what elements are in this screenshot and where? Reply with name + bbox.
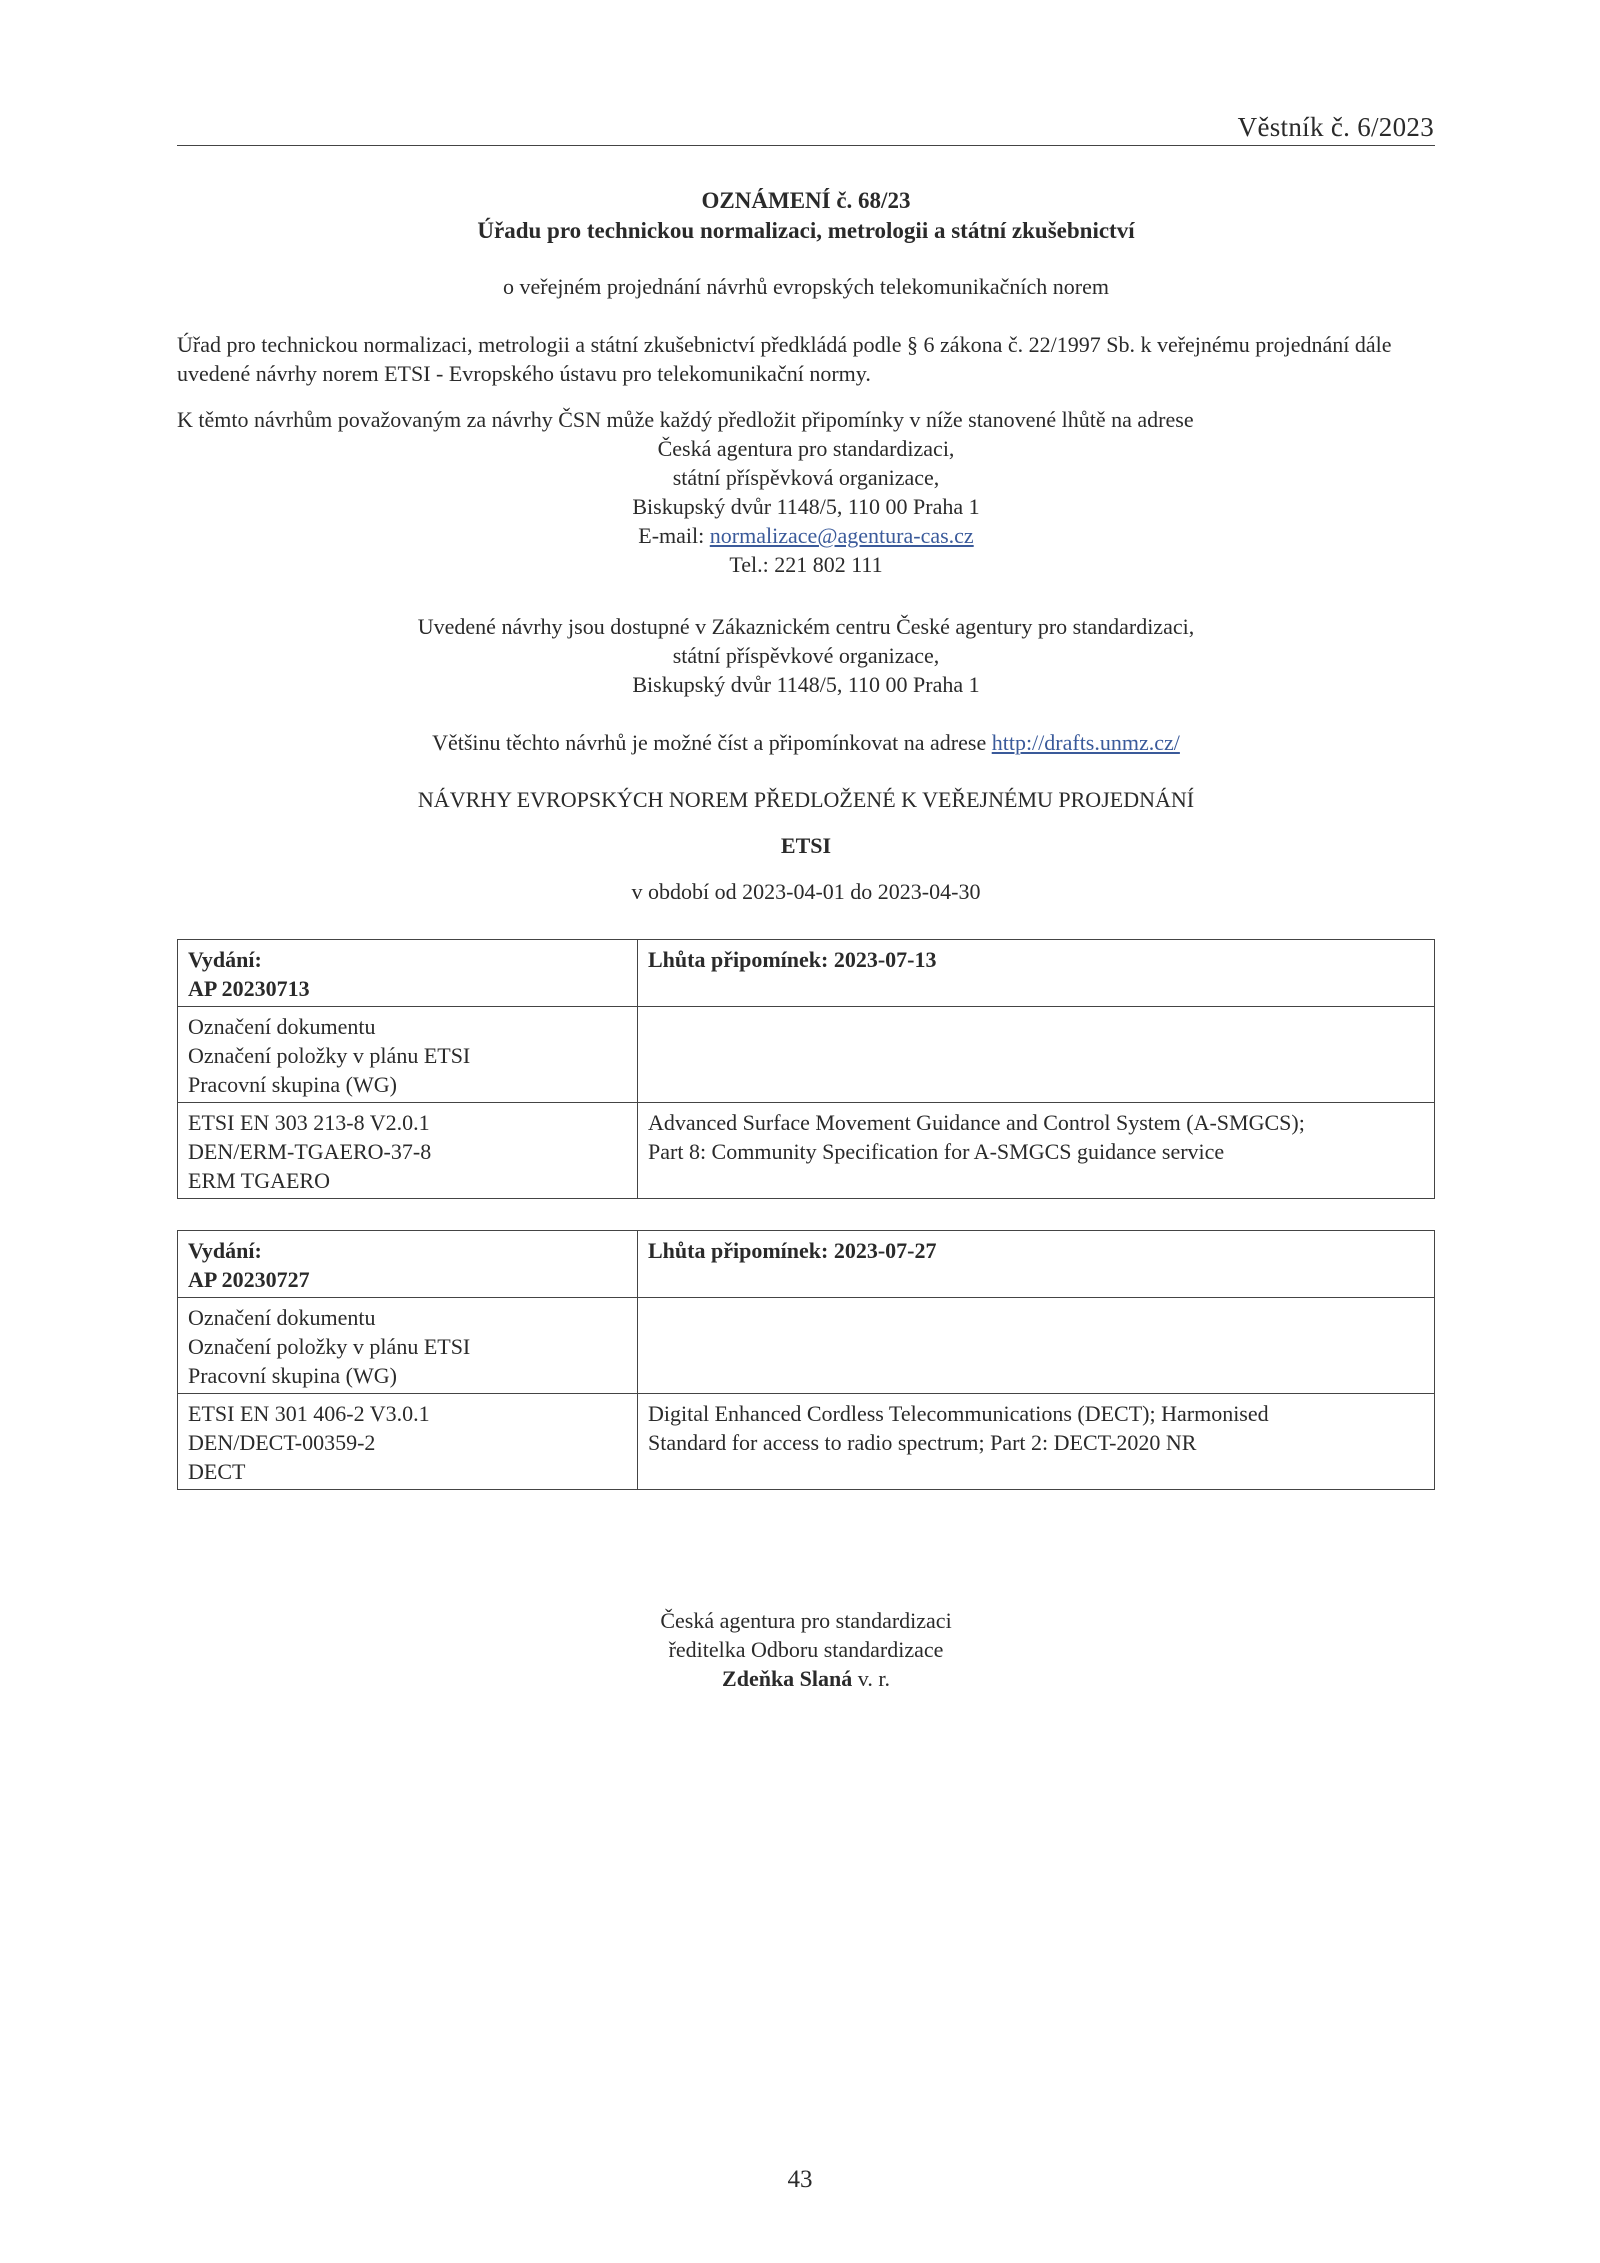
intro-paragraph: Úřad pro technickou normalizaci, metrologii a státní zkušebnictví předkládá podle § 6 zákona č. 22/1997 Sb. k veřejnému projednání dále uvedené návrhy norem ETSI - Evropského ústavu pro telekomunikační normy.	[177, 332, 1392, 386]
issue-label: Vydání:	[188, 1238, 262, 1263]
doc-plan-item: DEN/DECT-00359-2	[188, 1430, 376, 1455]
doc-title-line-2: Standard for access to radio spectrum; Part 2: DECT-2020 NR	[648, 1430, 1197, 1455]
comments-address-block	[177, 434, 1435, 579]
availability-line-2: státní příspěvkové organizace,	[672, 643, 940, 668]
section-org: ETSI	[780, 833, 832, 858]
legend-empty-cell	[638, 1007, 1435, 1103]
email-line	[177, 521, 1435, 550]
legend-doc-designation: Označení dokumentu	[188, 1014, 376, 1039]
document-cell	[178, 1394, 638, 1490]
online-line	[177, 728, 1435, 757]
table-row	[178, 940, 1435, 1007]
issue-label: Vydání:	[188, 947, 262, 972]
signature-name: Zdeňka Slaná	[722, 1666, 853, 1691]
phone-line: Tel.: 221 802 111	[729, 552, 883, 577]
bulletin-header: Věstník č. 6/2023	[1237, 112, 1434, 142]
availability-line-1: Uvedené návrhy jsou dostupné v Zákaznickém centru České agentury pro standardizaci,	[417, 614, 1195, 639]
availability-block	[177, 612, 1435, 699]
issue-code: AP 20230727	[188, 1267, 310, 1292]
doc-designation: ETSI EN 303 213-8 V2.0.1	[188, 1110, 430, 1135]
document-title-cell	[638, 1103, 1435, 1199]
org-line-1: Česká agentura pro standardizaci,	[657, 436, 955, 461]
signature-org: Česká agentura pro standardizaci	[660, 1608, 952, 1633]
section-period: v období od 2023-04-01 do 2023-04-30	[631, 879, 981, 904]
email-label: E-mail:	[638, 523, 710, 548]
deadline-cell: Lhůta připomínek: 2023-07-13	[638, 940, 1435, 1007]
org-address: Biskupský dvůr 1148/5, 110 00 Praha 1	[632, 494, 980, 519]
document-cell	[178, 1103, 638, 1199]
table-row	[178, 1007, 1435, 1103]
legend-working-group: Pracovní skupina (WG)	[188, 1072, 397, 1097]
issue-code: AP 20230713	[188, 976, 310, 1001]
doc-working-group: DECT	[188, 1459, 246, 1484]
table-row	[178, 1231, 1435, 1298]
comments-intro: K těmto návrhům považovaným za návrhy ČSN může každý předložit připomínky v níže stanovené lhůtě na adrese	[177, 407, 1194, 432]
availability-line-3: Biskupský dvůr 1148/5, 110 00 Praha 1	[632, 672, 980, 697]
page-number: 43	[787, 2166, 813, 2193]
table-row	[178, 1394, 1435, 1490]
legend-cell	[178, 1298, 638, 1394]
standards-table-2	[177, 1230, 1435, 1490]
table-row	[178, 1298, 1435, 1394]
legend-plan-item: Označení položky v plánu ETSI	[188, 1334, 471, 1359]
legend-doc-designation: Označení dokumentu	[188, 1305, 376, 1330]
legend-plan-item: Označení položky v plánu ETSI	[188, 1043, 471, 1068]
doc-title-line-1: Advanced Surface Movement Guidance and Control System (A-SMGCS);	[648, 1110, 1305, 1135]
legend-empty-cell	[638, 1298, 1435, 1394]
announcement-number: OZNÁMENÍ č. 68/23	[701, 188, 911, 213]
signature-block	[177, 1606, 1435, 1693]
doc-working-group: ERM TGAERO	[188, 1168, 330, 1193]
issue-cell	[178, 1231, 638, 1298]
document-title-cell	[638, 1394, 1435, 1490]
doc-title-line-2: Part 8: Community Specification for A-SMGCS guidance service	[648, 1139, 1225, 1164]
doc-title-line-1: Digital Enhanced Cordless Telecommunications (DECT); Harmonised	[648, 1401, 1269, 1426]
section-heading: NÁVRHY EVROPSKÝCH NOREM PŘEDLOŽENÉ K VEŘEJNÉMU PROJEDNÁNÍ	[417, 787, 1195, 812]
drafts-link[interactable]: http://drafts.unmz.cz/	[991, 730, 1180, 755]
legend-working-group: Pracovní skupina (WG)	[188, 1363, 397, 1388]
announcement-title	[177, 186, 1435, 246]
legend-cell	[178, 1007, 638, 1103]
doc-plan-item: DEN/ERM-TGAERO-37-8	[188, 1139, 432, 1164]
standards-table-1	[177, 939, 1435, 1199]
signature-role: ředitelka Odboru standardizace	[668, 1637, 944, 1662]
email-link[interactable]: normalizace@agentura-cas.cz	[709, 523, 974, 548]
org-line-2: státní příspěvková organizace,	[672, 465, 940, 490]
signature-name-line	[177, 1664, 1435, 1693]
issuing-office: Úřadu pro technickou normalizaci, metrologii a státní zkušebnictví	[477, 218, 1135, 243]
header-divider	[177, 145, 1435, 146]
deadline-cell: Lhůta připomínek: 2023-07-27	[638, 1231, 1435, 1298]
doc-designation: ETSI EN 301 406-2 V3.0.1	[188, 1401, 430, 1426]
signature-suffix: v. r.	[852, 1666, 890, 1691]
table-row	[178, 1103, 1435, 1199]
announcement-subject: o veřejném projednání návrhů evropských telekomunikačních norem	[502, 274, 1110, 299]
online-text: Většinu těchto návrhů je možné číst a připomínkovat na adrese	[432, 730, 992, 755]
issue-cell	[178, 940, 638, 1007]
